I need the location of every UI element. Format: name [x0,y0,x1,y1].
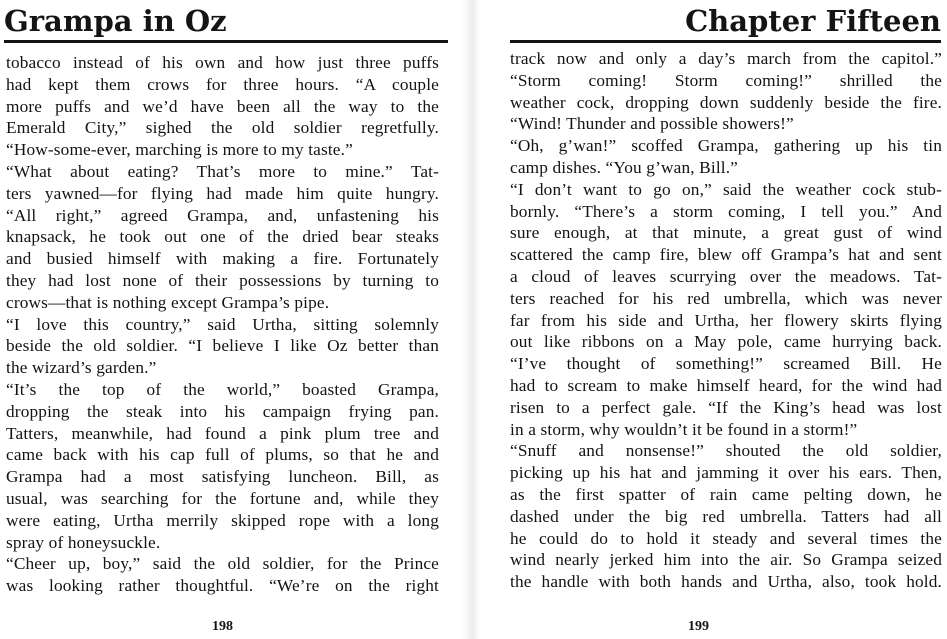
text-line: ters reached for his red umbrella, which was never [510,288,942,308]
text-line: a cloud of leaves scurrying over the meadows. Tat- [510,266,942,286]
text-line: dashed under the big red umbrella. Tatters had all [510,506,942,526]
text-line: “What about eating? That’s more to mine.” Tat- [6,161,439,181]
text-line: “How-some-ever, marching is more to my taste.” [6,140,353,160]
text-line: he could do to hold it steady and several times the [510,528,942,548]
text-line: “Wind! Thunder and possible showers!” [510,114,794,134]
text-line: dropping the steak into his campaign frying pan. [6,401,439,421]
text-line: wind nearly jerked him into the air. So Grampa seized [510,550,942,570]
text-line: far from his side and Urtha, her flowery skirts flying [510,310,942,330]
text-line: weather cock, dropping down suddenly beside the fire. [510,92,942,112]
text-line: “All right,” agreed Grampa, and, unfastening his [6,205,439,225]
text-line: Emerald City,” sighed the old soldier regretfully. [6,118,439,138]
text-line: scattered the camp fire, blew off Grampa’s hat and sent [510,245,942,265]
text-line: sure enough, at that minute, a great gust of wind [510,223,942,243]
header-rule-right [510,40,941,43]
text-line: “Storm coming! Storm coming!” shrilled the [510,70,942,90]
text-line: was looking rather thoughtful. “We’re on the right [6,576,439,596]
right-page-text [510,48,942,593]
text-line: ters yawned—for flying had made him quite hungry. [6,183,439,203]
text-line: “Oh, g’wan!” scoffed Grampa, gathering up his tin [510,136,942,156]
text-line: out like ribbons on a May pole, came hurrying back. [510,332,942,352]
header-rule-left [4,40,448,43]
text-line: camp dishes. “You g’wan, Bill.” [510,157,739,177]
page-number-left: 198 [212,619,233,634]
text-line: Grampa had a most satisfying luncheon. Bill, as [6,467,439,487]
text-line: more puffs and we’d have been all the way to the [6,96,439,116]
text-line: bornly. “There’s a storm coming, I tell you.” And [510,201,942,221]
text-line: risen to a perfect gale. “If the King’s head was lost [510,397,942,417]
text-line: and busied himself with making a fire. Fortunately [6,249,439,269]
text-line: beside the old soldier. “I believe I like Oz better than [6,336,439,356]
text-line: as the first spatter of rain came pelting down, he [510,484,942,504]
text-line: track now and only a day’s march from the capitol.” [510,49,942,68]
text-line: “Snuff and nonsense!” shouted the old soldier, [510,441,942,461]
text-line: “It’s the top of the world,” boasted Grampa, [6,379,439,399]
text-line: the wizard’s garden.” [6,358,157,378]
text-line: they had lost none of their possessions by turning to [6,270,439,290]
text-line: picking up his hat and jamming it over his ears. Then, [510,463,942,483]
text-line: knapsack, he took out one of the dried bear steaks [6,227,439,247]
text-line: “Cheer up, boy,” said the old soldier, for the Prince [6,554,439,574]
text-line: spray of honeysuckle. [6,532,161,552]
text-line: the handle with both hands and Urtha, also, took hold. [510,572,942,592]
page-number-right: 199 [688,619,709,634]
running-header-right: Chapter Fifteen [685,4,941,38]
text-line: tobacco instead of his own and how just three puffs [6,53,439,72]
text-line: Tatters, meanwhile, had found a pink plum tree and [6,423,439,443]
running-header-left: Grampa in Oz [4,4,227,38]
left-page-text [6,52,439,597]
text-line: came back with his cap full of plums, so that he and [6,445,439,465]
left-page [0,0,450,639]
text-line: had to scream to make himself heard, for the wind had [510,375,942,395]
text-line: “I love this country,” said Urtha, sitting solemnly [6,314,439,334]
text-line: in a storm, why wouldn’t it be found in a storm!” [510,419,858,439]
text-line: were eating, Urtha merrily skipped rope with a long [6,510,439,530]
book-gutter [462,0,480,639]
text-line: “I don’t want to go on,” said the weather cock stub- [510,179,942,199]
text-line: “I’ve thought of something!” screamed Bill. He [510,354,942,374]
text-line: crows—that is nothing except Grampa’s pipe. [6,292,330,312]
text-line: usual, was searching for the fortune and, while they [6,488,439,508]
text-line: had kept them crows for three hours. “A couple [6,74,439,94]
right-page [490,0,947,639]
